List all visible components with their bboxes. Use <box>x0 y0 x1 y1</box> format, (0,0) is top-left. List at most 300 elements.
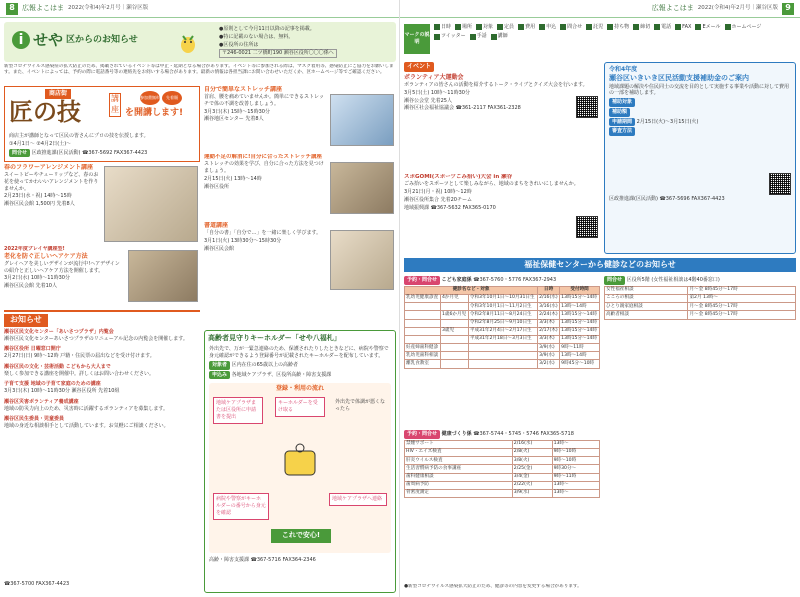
oshirase-item <box>4 399 200 413</box>
legend-item <box>560 24 582 31</box>
legend-item <box>675 24 691 31</box>
takumi-dates: ①4月1日〜 ②4月2日(土)〜 <box>9 140 72 147</box>
oshirase-item-head: 瀬谷区災害ボランティア養成講座 <box>4 398 79 405</box>
sports-body: ごみ拾いをスポーツとして楽しみながら、地域のまちをきれいにしませんか。 <box>404 181 579 188</box>
legend-item <box>491 33 508 40</box>
legend-mark-icon <box>476 24 482 30</box>
table-cell: 13時〜14時 <box>560 352 600 360</box>
sports-capacity: 先着20チーム <box>440 196 472 203</box>
kenko-tel: ☎367-5744・5745・5746 FAX365-5718 <box>473 431 574 437</box>
legend-mark-icon <box>607 24 613 30</box>
legend-label: 電話 <box>661 24 672 30</box>
subsidy-title: 瀬谷区いきいき区民活動支援補助金のご案内 <box>609 74 749 83</box>
table-cell: 3/3(木) <box>538 319 560 327</box>
sports-qr-code[interactable] <box>576 216 598 238</box>
takumi-body <box>9 133 197 158</box>
table-cell <box>468 360 537 368</box>
table-row <box>405 473 600 481</box>
table-cell: 3歳児 <box>440 327 468 335</box>
table-cell <box>440 344 468 352</box>
table-cell: 月〜金 8時45分〜17時 <box>688 303 796 311</box>
legend-mark-icon <box>434 24 440 30</box>
stretch1-section <box>204 86 396 152</box>
ward-name: せや <box>33 31 64 49</box>
table-cell: 13時〜 <box>552 481 599 489</box>
table-cell: 2/24(木) <box>538 311 560 319</box>
table-cell <box>405 335 441 343</box>
table-cell: 9時〜11時 <box>560 344 600 352</box>
kaisai-label: を開講します! <box>125 108 184 118</box>
ward-address: 〒246-0021 二ツ橋町190 瀬谷区役所〇〇〇係へ <box>219 49 337 58</box>
badge-free: 参加費無料 <box>140 91 160 105</box>
table-cell: 禁煙サポート <box>405 440 513 448</box>
flow-step-5: 地域ケアプラザへ連絡 <box>329 493 387 506</box>
table-row <box>405 311 600 319</box>
legend-label: 問合せ <box>567 24 583 30</box>
issue-date: 2022(令和4)年2月号｜瀬谷区版 <box>68 4 149 11</box>
badge-first-come: 先着順 <box>162 91 182 105</box>
page-number: 8 <box>6 3 18 15</box>
flower-fee: 1,500円 <box>35 201 55 208</box>
table-cell: 歯周病予防 <box>405 481 513 489</box>
apply-label: 申込み <box>209 371 230 380</box>
oshirase-item-head: 瀬谷区民文化センター「あいさつプラザ」内覧会 <box>4 328 114 335</box>
legend-item <box>607 24 629 31</box>
table-row <box>405 319 600 327</box>
legend-mark-icon <box>539 24 545 30</box>
sports-title: スポGOMI(スポーツごみ拾い)大会 in 瀬谷 <box>404 174 513 180</box>
table-cell: 9時45分〜10時 <box>560 360 600 368</box>
legend-label: 締切 <box>640 24 651 30</box>
table-row <box>605 294 796 302</box>
oshirase-item-body: 地域の身近な相談相手として活動しています。お気軽にご相談ください。 <box>4 423 169 430</box>
health-footer: ●新型コロナウイルス感染拡大防止のため、健診等の内容を変更する場合があります。 <box>404 584 582 589</box>
table-cell: 13時15分〜14時 <box>560 335 600 343</box>
covid-notice: 新型コロナウイルス感染症の拡大防止のため、掲載されているイベント等は中止・延期となる場合があります。イベント等に参加される際は、マスク着用等、感染防止にご協力をお願いします。また、イベントによっては、予約の際に電話番号等の連絡先をお伺いする場合があります。最新の情報は各担当課にお問い合わせいただくか、区ホームページ等でご確認ください。 <box>4 64 394 76</box>
target-label: 対象者 <box>209 361 230 370</box>
legend-mark-icon <box>470 34 476 40</box>
note-line: ●区役所の住所は <box>219 41 259 48</box>
takumi-contact: 区政推進課(区民活動) ☎367-5692 FAX367-4423 <box>31 149 148 156</box>
publication-title: 広報よこはま <box>22 3 64 12</box>
note-line: ●原則として今月11日以降の記事を掲載。 <box>219 26 315 32</box>
table-cell: 妊産婦歯科健診 <box>405 344 441 352</box>
hair-place: 瀬谷区民会館 <box>4 283 35 290</box>
keyholder-contact: 高齢・障害支援課 ☎367-5716 FAX364-2346 <box>209 557 316 564</box>
table-cell <box>440 303 468 311</box>
table-row <box>405 457 600 465</box>
oshirase-item <box>4 364 200 378</box>
legend-item <box>455 24 472 31</box>
oshirase-item-head: 瀬谷区民生委員・児童委員 <box>4 416 65 423</box>
page-header-left <box>0 0 399 18</box>
table-cell: 13時〜14時 <box>560 303 600 311</box>
table-row <box>405 344 600 352</box>
kodomo-table <box>404 286 600 369</box>
oshirase-item-body: 2月27日(日) 9時〜12時 戸籍・住民票の届出などを受け付けます。 <box>4 353 155 360</box>
legend-item <box>476 24 493 31</box>
oshirase-item <box>4 381 200 395</box>
stretch1-title: 自分で簡単なストレッチ講座 <box>204 86 282 93</box>
hair-subtitle: 老化を防ぐ正しいヘアケア方法 <box>4 252 88 260</box>
legend-mark-icon <box>455 24 461 30</box>
page-right <box>400 0 800 597</box>
event-capacity: 先着25人 <box>430 97 452 104</box>
oshirase-item <box>4 329 200 343</box>
stretch1-date: 3月3日(木) 15時〜15時30分 <box>204 108 270 115</box>
oshirase-item-body: 3月3日(木) 10時〜11時30分 瀬谷区役所 先着10組 <box>4 388 120 395</box>
keyholder-body: 外出先で、万が一緊急連絡のため、保護されたりしたときなどに、病院や警察で身元確認ができるよう登録番号が記載されたキーホルダーを配布しています。 <box>209 346 389 360</box>
table-row <box>405 465 600 473</box>
contact-label: 問合せ <box>9 149 30 158</box>
legend-item <box>695 24 720 31</box>
legend-label: 日時 <box>441 24 452 30</box>
oshirase-item-head: 瀬谷区役所 日曜窓口開庁 <box>4 346 61 353</box>
stretch2-photo <box>330 162 394 214</box>
subsidy-item-label: 審査方法 <box>609 127 635 136</box>
keyholder-flow <box>209 383 391 553</box>
keyholder-apply: 各地域ケアプラザ、区役所高齢・障害支援課 <box>231 371 332 378</box>
event-qr-code[interactable] <box>576 96 598 118</box>
table-cell: 2/8(火) <box>512 448 552 456</box>
table-row <box>605 286 796 294</box>
table-row <box>405 327 600 335</box>
oshirase-item-head: 瀬谷区民の文化・芸術活動 こどもから大人まで <box>4 363 111 370</box>
takumi-title: 匠の技 <box>9 97 81 126</box>
table-cell: 2/25(金) <box>512 465 552 473</box>
legend-item <box>633 24 650 31</box>
legend-mark-icon <box>654 24 660 30</box>
publication-title: 広報よこはま <box>651 3 694 12</box>
table-row <box>405 303 600 311</box>
event-contact: 瀬谷区社会福祉協議会 ☎361-2117 FAX361-2328 <box>404 105 521 112</box>
hair-title: 2022年度プレイヤ講座型! <box>4 246 65 252</box>
event-section <box>404 62 600 172</box>
table-cell <box>405 319 441 327</box>
table-cell <box>440 319 468 327</box>
flower-section <box>4 164 102 244</box>
oshirase-item-head: 子育て支援 地域の子育て家庭のための講座 <box>4 381 101 388</box>
table-row <box>405 294 600 302</box>
kenko-section <box>404 430 600 580</box>
hair-capacity: 先着10人 <box>35 283 57 290</box>
legend-label: 託児 <box>593 24 604 30</box>
legend-mark-icon <box>518 24 524 30</box>
ward-subtitle: 区からのお知らせ <box>66 35 138 46</box>
table-cell <box>440 352 468 360</box>
stretch2-body: ストレッチの効果を学び、自分に合った方法を見つけましょう。 <box>204 161 324 175</box>
flow-step-2: キーホルダーを受け取る <box>275 397 325 417</box>
consult-section <box>604 276 796 580</box>
table-cell: 女性福祉相談 <box>605 286 688 294</box>
calligraphy-body: 「自分の書」「自分で…」を一緒に楽しく学びます。 <box>204 230 322 237</box>
legend-label: 対象 <box>483 24 494 30</box>
table-cell: 平成31年2月4日〜2月17日生 <box>468 327 537 335</box>
kodomo-tel: ☎367-5760・5776 FAX367-2943 <box>473 277 557 283</box>
legend-mark-icon <box>560 24 566 30</box>
table-cell: 13時15分〜14時 <box>560 327 600 335</box>
table-cell: こころの相談 <box>605 294 688 302</box>
flower-body: スイートピーやチューリップなど、春のお花を使ってかわいいアレンジメントを作りませんか。 <box>4 172 99 192</box>
kodomo-section <box>404 276 600 426</box>
page-number: 9 <box>782 3 794 15</box>
legend-mark-icon <box>633 24 639 30</box>
table-cell: 月〜金 8時45分〜17時 <box>688 311 796 319</box>
consult-tag: 問合せ <box>604 276 625 285</box>
sports-place: 瀬谷区役所集合 <box>404 196 440 203</box>
table-cell <box>405 327 441 335</box>
table-row <box>405 489 600 497</box>
kenko-section-name: 健康づくり係 <box>441 431 472 437</box>
flow-step-3: 外出先で体調が悪くなったら <box>335 399 386 413</box>
table-cell: 13時〜 <box>552 489 599 497</box>
flower-title: 春のフラワーアレンジメント講座 <box>4 164 93 171</box>
table-row <box>405 481 600 489</box>
subsidy-date: 2月15日(火)〜3月15日(火) <box>636 118 699 125</box>
kodomo-th: 受付時間 <box>560 286 600 294</box>
event-body: ボランティアの皆さんの活動を紹介するトーク・ライブとクイズ大会を行います。 <box>404 82 588 89</box>
subsidy-qr-code[interactable] <box>769 173 791 195</box>
oshirase-item <box>4 416 200 430</box>
flower-date: 2月23日(水・祝) 14時〜15時 <box>4 193 72 200</box>
legend-title: マークの説明 <box>404 24 430 54</box>
stretch1-photo <box>330 94 394 146</box>
table-cell: 生活習慣病予防の食事講座 <box>405 465 513 473</box>
stretch1-place: 瀬谷地区センター <box>204 116 244 123</box>
flow-end: これで安心! <box>271 529 331 542</box>
legend-label: 講師 <box>497 33 508 40</box>
table-cell: 3/9(水) <box>512 489 552 497</box>
legend-list <box>434 24 794 42</box>
oshirase-section <box>4 310 200 593</box>
kodomo-tag: 予約・問合せ <box>404 276 440 285</box>
table-cell: 4か月児 <box>440 294 468 302</box>
issue-date: 2022(令和4)年2月号｜瀬谷区版 <box>697 4 778 11</box>
table-cell: 高齢者相談 <box>605 311 688 319</box>
kouza-label: 講座 <box>109 93 121 117</box>
table-cell: 9時30分〜 <box>552 465 599 473</box>
stretch1-capacity: 先着8人 <box>245 116 264 123</box>
table-cell: 3/2(水) <box>538 360 560 368</box>
legend-label: ホームページ <box>731 24 762 30</box>
kodomo-section-name: こども家庭係 <box>441 277 472 283</box>
sports-contact: 地域振興課 ☎367-5632 FAX365-0170 <box>404 204 496 211</box>
calligraphy-section <box>204 222 396 306</box>
table-cell: 令和3年10月1日〜10月31日生 <box>468 294 537 302</box>
oshirase-item <box>4 346 200 360</box>
table-cell: 1歳6か月児 <box>440 311 468 319</box>
subsidy-year: 令和4年度 <box>609 66 638 73</box>
table-cell: 令和3年10月1日〜11月2日生 <box>468 303 537 311</box>
hair-photo <box>128 250 198 302</box>
table-cell: 乳幼児歯科相談 <box>405 352 441 360</box>
event-place: 瀬谷公会堂 <box>404 97 430 104</box>
ward-title <box>12 30 138 50</box>
table-cell: 3/3(木) <box>538 335 560 343</box>
stretch2-date: 2月15日(火) 13時〜14時 <box>204 175 262 182</box>
legend-label: FAX <box>682 24 692 30</box>
table-cell: 3/9(水) <box>538 352 560 360</box>
health-title: 福祉保健センターから健診などのお知らせ <box>404 258 796 272</box>
table-cell: 9時〜10時 <box>552 457 599 465</box>
legend-mark-icon <box>434 34 440 40</box>
oshirase-title: お知らせ <box>4 314 48 327</box>
legend-mark-icon <box>675 24 681 30</box>
legend-mark-icon <box>695 24 701 30</box>
legend-label: 持ち物 <box>614 24 630 30</box>
mascot-icon <box>179 32 197 54</box>
legend-item <box>539 24 556 31</box>
legend-label: ツイッター <box>441 33 466 40</box>
table-cell <box>440 360 468 368</box>
flower-photo <box>104 166 198 242</box>
subsidy-item-label: 補助対象 <box>609 98 635 107</box>
table-cell: ひとり親家庭相談 <box>605 303 688 311</box>
kenko-table <box>404 440 600 498</box>
table-cell: 9時〜10時 <box>552 448 599 456</box>
table-row <box>405 360 600 368</box>
oshirase-contact: ☎367-5700 FAX367-4423 <box>4 581 70 588</box>
table-cell: 3/9(水) <box>538 344 560 352</box>
hair-date: 3月2日(水) 10時〜11時30分 <box>4 275 70 282</box>
table-cell: 13時15分〜14時 <box>560 311 600 319</box>
flower-place: 瀬谷区民会館 <box>4 201 35 208</box>
note-line: ●特に記載のない場合は、無料。 <box>219 33 294 40</box>
table-cell: 2/16(水) <box>512 440 552 448</box>
legend-item <box>434 24 451 31</box>
table-cell: 令和2年8月11日〜8月24日生 <box>468 311 537 319</box>
table-cell: 13時15分〜14時 <box>560 294 600 302</box>
subsidy-item-label: 補助額 <box>609 108 630 117</box>
legend-item <box>654 24 671 31</box>
legend-item <box>518 24 535 31</box>
stretch2-title: 運動不足の解消に!自分に合ったストレッチ講座 <box>204 154 322 160</box>
table-cell: 9時〜11時 <box>552 473 599 481</box>
keyholder-title: 高齢者見守りキーホルダー「せや八福札」 <box>208 334 341 342</box>
legend-label: 定員 <box>504 24 515 30</box>
legend-item <box>725 24 762 31</box>
stretch2-place: 瀬谷区役所 <box>204 183 230 190</box>
table-row <box>605 311 796 319</box>
legend-item <box>497 24 514 31</box>
keyholder-section <box>204 330 396 593</box>
legend-label: 申込 <box>546 24 557 30</box>
table-cell: 2/16(水) <box>538 294 560 302</box>
legend-label: 費用 <box>525 24 536 30</box>
table-cell <box>468 352 537 360</box>
shotengai-label: 商店街 <box>45 89 71 99</box>
subsidy-section <box>604 62 796 254</box>
subsidy-contact: 区政推進課(区民活動) ☎367-5696 FAX367-4423 <box>609 196 725 203</box>
table-row <box>605 303 796 311</box>
table-cell <box>440 335 468 343</box>
legend-mark-icon <box>491 34 497 40</box>
table-cell: 3/4(金) <box>512 473 552 481</box>
kodomo-th: 日時 <box>538 286 560 294</box>
table-row <box>405 448 600 456</box>
calligraphy-photo <box>330 230 394 290</box>
legend-label: Eメール <box>702 24 721 30</box>
stretch1-body: 首肩、腰を痛めていませんか。簡単にできるストレッチで体の不調を改善しましょう。 <box>204 94 324 107</box>
takumi-intro: 商店主が講師となって区民の皆さんにプロの技を伝授します。 <box>9 133 149 139</box>
event-date: 3月5日(土) 10時〜11時30分 <box>404 89 470 96</box>
table-cell: 13時15分〜14時 <box>560 319 600 327</box>
keyholder-target: 区内在住の65歳以上の高齢者 <box>231 361 298 368</box>
legend-item <box>586 24 603 31</box>
table-cell <box>468 344 537 352</box>
oshirase-item-body: 地域の防災力向上のため、災害時に活躍するボランティアを募集します。 <box>4 405 169 412</box>
table-cell: 乳幼児健康診査 <box>405 294 441 302</box>
flow-title: 登録・利用の流れ <box>275 385 324 393</box>
keyholder-icon <box>275 443 325 483</box>
kenko-tag: 予約・問合せ <box>404 430 440 439</box>
table-cell: 3/8(火) <box>512 457 552 465</box>
page-header-right <box>400 0 800 18</box>
table-cell: 第2月 13時〜 <box>688 294 796 302</box>
table-row <box>405 352 600 360</box>
calligraphy-place: 瀬谷区民会館 <box>204 245 235 252</box>
table-cell: HIV・エイズ検査 <box>405 448 513 456</box>
legend-section <box>404 22 796 58</box>
info-icon: i <box>12 31 30 49</box>
consult-section-name: 区役所5階 (女性福祉相談は4階40番窓口) <box>626 277 720 283</box>
table-cell: 3/16(水) <box>538 303 560 311</box>
legend-label: 手話 <box>476 33 487 40</box>
table-row <box>405 440 600 448</box>
hair-body: グレイヘアを美しいデザインが流行中!ヘアデザインの紹介と正しいヘアケア方法を開催します。 <box>4 260 120 274</box>
flower-capacity: 先着8人 <box>56 201 75 208</box>
stretch2-section <box>204 154 396 220</box>
oshirase-item-body: 楽しく参加できる講座を開催中。詳しくはお問い合わせください。 <box>4 370 155 377</box>
hair-section <box>4 246 124 306</box>
event-tag: イベント <box>404 62 434 72</box>
table-cell <box>405 303 441 311</box>
table-row <box>405 335 600 343</box>
oshirase-item-body: 瀬谷区民文化センターあいさつプラザのリニューアル記念の内覧会を開催します。 <box>4 335 188 342</box>
table-cell: 平成31年2月18日〜3月3日生 <box>468 335 537 343</box>
calligraphy-title: 書道講座 <box>204 222 229 229</box>
table-cell <box>405 311 441 319</box>
legend-mark-icon <box>586 24 592 30</box>
table-cell: 2/17(木) <box>538 327 560 335</box>
calligraphy-date: 3月1日(火) 13時30分〜15時30分 <box>204 237 282 244</box>
consult-table <box>604 286 796 320</box>
ward-banner <box>4 22 396 62</box>
subsidy-body: 地域課題の解決や住民同士の交流を目的として実施する事業や活動に対して費用の一部を補助します。 <box>609 83 790 97</box>
event-title: ボランティア大運動会 <box>404 74 464 82</box>
table-cell: 13時〜 <box>552 440 599 448</box>
table-cell: 歯科健康相談 <box>405 473 513 481</box>
table-cell: 令和2年8月25日〜9月10日生 <box>468 319 537 327</box>
table-cell: 離乳食教室 <box>405 360 441 368</box>
takumi-section <box>4 86 200 162</box>
table-cell: 2/22(火) <box>512 481 552 489</box>
legend-mark-icon <box>725 24 731 30</box>
legend-item <box>434 33 466 40</box>
table-cell: 月〜金 8時45分〜17時 <box>688 286 796 294</box>
sports-date: 3月21日(月・祝) 10時〜12時 <box>404 189 472 196</box>
legend-label: 場所 <box>462 24 473 30</box>
flow-step-1: 地域ケアプラザまたは区役所に申請書を提出 <box>213 397 263 423</box>
table-cell: 肝炎ウイルス検査 <box>405 457 513 465</box>
sports-section <box>404 174 600 254</box>
ward-notes <box>219 26 389 59</box>
subsidy-item-label: 申請期間 <box>609 118 635 127</box>
takumi-badges <box>140 91 182 105</box>
legend-mark-icon <box>497 24 503 30</box>
kodomo-th: 健診名など・対象 <box>405 286 538 294</box>
flow-step-4: 病院や警察がキーホルダーの番号から身元を確認 <box>213 493 269 519</box>
